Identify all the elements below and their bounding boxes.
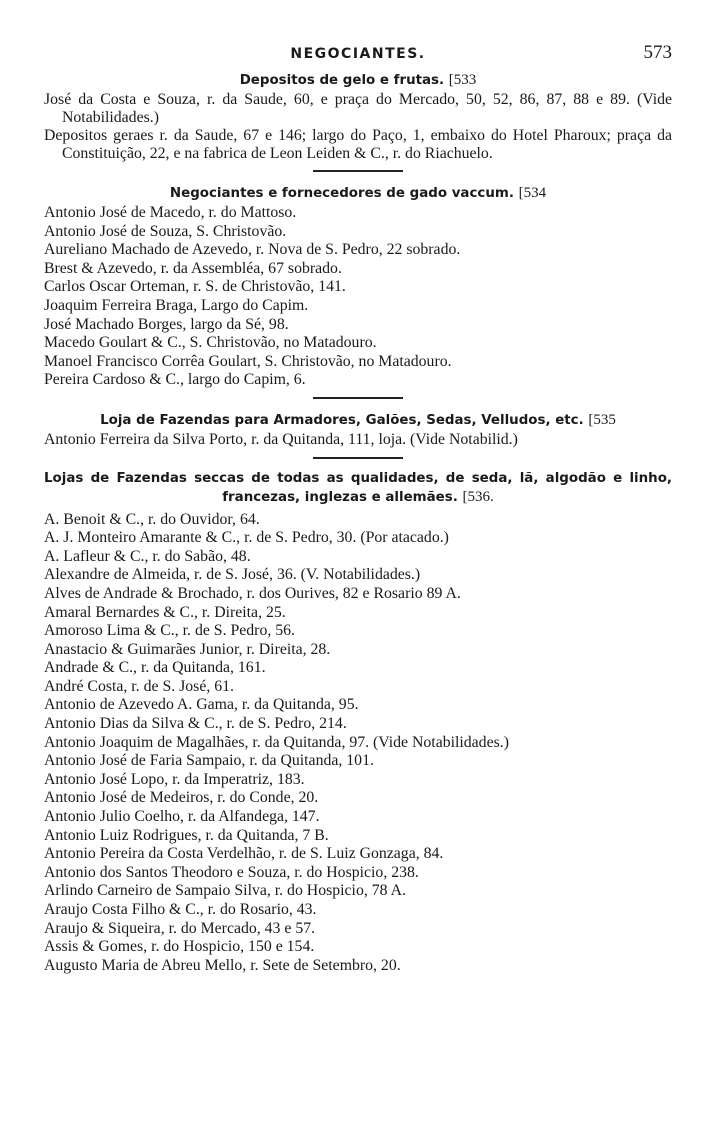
- list-entry: Antonio dos Santos Theodoro e Souza, r. do Hospicio, 238.: [44, 863, 419, 881]
- list-entry: Depositos geraes r. da Saude, 67 e 146; largo do Paço, 1, embaixo do Hotel Pharoux; praça da Constituição, 22, e na fabrica de Leon Leiden & C., r. do Riachuelo.: [44, 127, 672, 162]
- list-entry: Antonio José de Faria Sampaio, r. da Quitanda, 101.: [44, 752, 374, 770]
- section-heading: [44, 410, 672, 431]
- list-entry: Antonio Dias da Silva & C., r. de S. Pedro, 214.: [44, 715, 347, 733]
- list-entry: Brest & Azevedo, r. da Assembléa, 67 sobrado.: [44, 259, 342, 277]
- list-entry: Anastacio & Guimarães Junior, r. Direita, 28.: [44, 640, 331, 658]
- list-entry: Carlos Oscar Orteman, r. S. de Christovão, 141.: [44, 278, 346, 296]
- page-number: 573: [643, 42, 672, 63]
- list-entry: Augusto Maria de Abreu Mello, r. Sete de Setembro, 20.: [44, 956, 401, 974]
- list-entry: Antonio José de Macedo, r. do Mattoso.: [44, 204, 297, 221]
- list-entry: Manoel Francisco Corrêa Goulart, S. Christovão, no Matadouro.: [44, 352, 452, 370]
- section-divider: [313, 397, 403, 399]
- list-entry: Alves de Andrade & Brochado, r. dos Ourives, 82 e Rosario 89 A.: [44, 584, 461, 602]
- section-number: [534: [518, 185, 547, 201]
- list-entry: Arlindo Carneiro de Sampaio Silva, r. do Hospicio, 78 A.: [44, 882, 406, 900]
- list-entry: José Machado Borges, largo da Sé, 98.: [44, 315, 289, 333]
- list-entry: Andrade & C., r. da Quitanda, 161.: [44, 659, 266, 677]
- list-entry: Antonio Luiz Rodrigues, r. da Quitanda, 7 B.: [44, 826, 329, 844]
- section-number: [535: [588, 411, 616, 428]
- list-entry: A. Benoit & C., r. do Ouvidor, 64.: [44, 510, 260, 528]
- running-title: NEGOCIANTES.: [290, 46, 426, 62]
- section-divider: [313, 170, 403, 172]
- list-entry: Antonio José de Medeiros, r. do Conde, 20.: [44, 789, 319, 807]
- list-entry: A. J. Monteiro Amarante & C., r. de S. Pedro, 30. (Por atacado.): [44, 529, 449, 547]
- section-heading: [44, 470, 672, 507]
- section-heading-text: Lojas de Fazendas seccas de todas as qualidades, de seda, lã, algodão e linho, francezas, inglezas e allemães.: [44, 470, 672, 505]
- section-divider: [313, 457, 403, 459]
- list-entry: Pereira Cardoso & C., largo do Capim, 6.: [44, 371, 306, 389]
- section-ice-fruit-depots: [44, 70, 672, 163]
- running-head: [44, 42, 672, 72]
- section-fabric-store-armadores: [44, 410, 672, 450]
- list-entry: Araujo Costa Filho & C., r. do Rosario, 43.: [44, 901, 317, 918]
- list-entry: Araujo & Siqueira, r. do Mercado, 43 e 57.: [44, 919, 316, 937]
- list-entry: Antonio Pereira da Costa Verdelhão, r. de S. Luiz Gonzaga, 84.: [44, 845, 444, 863]
- section-heading-text: Negociantes e fornecedores de gado vaccum.: [169, 186, 514, 201]
- list-entry: Assis & Gomes, r. do Hospicio, 150 e 154.: [44, 938, 315, 956]
- list-entry: Antonio José Lopo, r. da Imperatriz, 183.: [44, 770, 305, 788]
- list-entry: Antonio José de Souza, S. Christovão.: [44, 222, 287, 240]
- list-entry: Amaral Bernardes & C., r. Direita, 25.: [44, 603, 286, 621]
- section-heading-text: Depositos de gelo e frutas.: [239, 73, 445, 88]
- section-dry-goods-stores: [44, 470, 672, 976]
- list-entry: Antonio Ferreira da Silva Porto, r. da Quitanda, 111, loja. (Vide Notabilid.): [44, 430, 518, 448]
- section-heading: [44, 70, 672, 91]
- list-entry: Antonio Julio Coelho, r. da Alfandega, 147.: [44, 808, 320, 826]
- page-content: [44, 70, 672, 975]
- list-entry: Joaquim Ferreira Braga, Largo do Capim.: [44, 296, 309, 314]
- list-entry: André Costa, r. de S. José, 61.: [44, 677, 234, 695]
- list-entry: Macedo Goulart & C., S. Christovão, no Matadouro.: [44, 334, 377, 352]
- section-heading: [44, 183, 672, 204]
- list-entry: Amoroso Lima & C., r. de S. Pedro, 56.: [44, 622, 295, 640]
- list-entry: Antonio Joaquim de Magalhães, r. da Quitanda, 97. (Vide Notabilidades.): [44, 733, 509, 751]
- list-entry: José da Costa e Souza, r. da Saude, 60, e praça do Mercado, 50, 52, 86, 87, 88 e 89. (Vide Notabilidades.): [44, 91, 672, 126]
- list-entry: A. Lafleur & C., r. do Sabão, 48.: [44, 547, 251, 565]
- section-number: [533: [448, 72, 477, 88]
- section-number: [536.: [462, 488, 494, 505]
- list-entry: Antonio de Azevedo A. Gama, r. da Quitanda, 95.: [44, 696, 359, 714]
- list-entry: Alexandre de Almeida, r. de S. José, 36. (V. Notabilidades.): [44, 566, 421, 584]
- section-cattle-suppliers: [44, 183, 672, 390]
- section-heading-text: Loja de Fazendas para Armadores, Galões, Sedas, Velludos, etc.: [100, 412, 584, 428]
- list-entry: Aureliano Machado de Azevedo, r. Nova de S. Pedro, 22 sobrado.: [44, 241, 461, 259]
